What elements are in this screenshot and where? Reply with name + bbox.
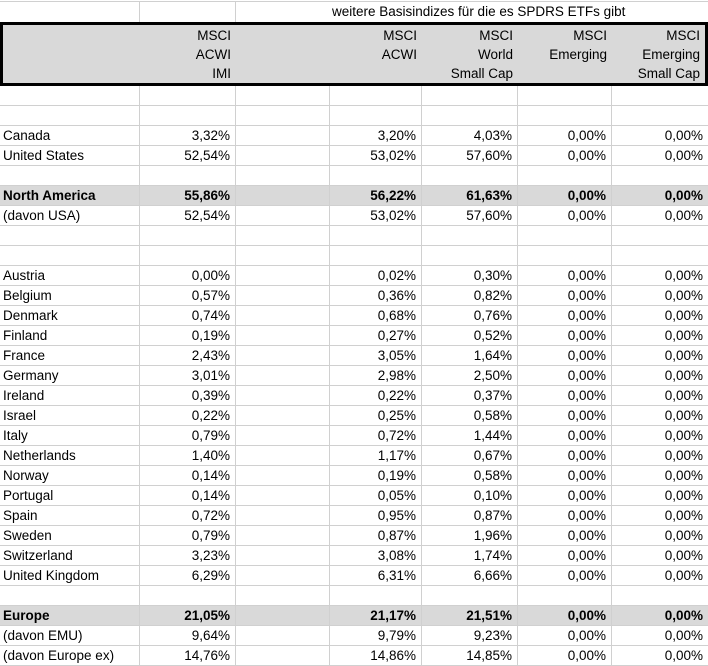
table-row [0,526,708,546]
spacer-cell[interactable] [236,86,330,105]
value-cell-msci-acwi-imi[interactable]: 21,05% [140,606,236,625]
value-cell-msci-world-small-cap[interactable]: 61,63% [422,186,518,205]
value-cell-msci-acwi[interactable]: 53,02% [330,206,422,225]
value-cell-msci-world-small-cap[interactable]: 1,96% [422,526,518,545]
row-label[interactable] [0,226,140,245]
table-row [0,386,708,406]
spacer-cell[interactable] [236,366,330,385]
row-label[interactable]: Germany [0,366,140,385]
value-cell-msci-acwi[interactable] [330,106,422,125]
row-label[interactable]: Denmark [0,306,140,325]
spacer-row [0,586,708,606]
header-line: Emerging [642,47,700,62]
value-cell-msci-emerging-small-cap[interactable]: 0,00% [664,148,703,163]
header-line: World [477,47,513,62]
header-spacer-cell[interactable] [236,25,330,83]
value-cell-msci-emerging[interactable]: 0,00% [518,326,612,345]
value-cell-msci-emerging[interactable]: 0,00% [518,186,612,205]
value-cell-msci-acwi-imi[interactable]: 3,23% [140,546,236,565]
value-cell-msci-emerging-small-cap[interactable]: 0,00% [664,428,703,443]
spacer-cell[interactable] [236,626,330,645]
value-cell-msci-emerging[interactable]: 0,00% [518,526,612,545]
value-cell-msci-acwi-imi[interactable]: 2,43% [140,346,236,365]
table-row [0,266,708,286]
value-cell-msci-acwi[interactable]: 9,79% [330,626,422,645]
value-cell-msci-emerging-small-cap[interactable]: 0,00% [664,488,703,503]
value-cell-msci-emerging[interactable] [518,586,612,605]
row-label[interactable]: Canada [0,126,140,145]
value-cell-msci-acwi[interactable]: 3,05% [330,346,422,365]
value-cell-msci-acwi[interactable]: 0,72% [330,426,422,445]
table-row [0,406,708,426]
row-label[interactable]: United States [0,146,140,165]
note-text[interactable]: weitere Basisindizes für die es SPDRS ETFs gibt [332,4,626,19]
value-cell-msci-acwi[interactable]: 14,86% [330,646,422,665]
value-cell-msci-acwi[interactable] [330,246,422,265]
value-cell-msci-emerging-small-cap[interactable]: 0,00% [664,268,703,283]
value-cell-msci-emerging[interactable]: 0,00% [518,606,612,625]
value-cell-msci-emerging-small-cap[interactable]: 0,00% [664,648,703,663]
value-cell-msci-world-small-cap[interactable]: 14,85% [422,646,518,665]
value-cell-msci-emerging[interactable] [518,166,612,185]
empty-cell[interactable] [140,2,236,22]
value-cell-msci-acwi-imi[interactable]: 55,86% [140,186,236,205]
value-cell-msci-world-small-cap[interactable]: 4,03% [422,126,518,145]
header-msci-acwi[interactable] [330,25,422,83]
value-cell-msci-emerging[interactable] [518,226,612,245]
value-cell-msci-acwi[interactable]: 3,20% [330,126,422,145]
table-row [0,206,708,226]
value-cell-msci-world-small-cap[interactable]: 21,51% [422,606,518,625]
value-cell-msci-acwi-imi[interactable]: 52,54% [140,146,236,165]
value-cell-msci-emerging-small-cap[interactable]: 0,00% [664,448,703,463]
table-row [0,486,708,506]
value-cell-msci-world-small-cap[interactable]: 0,52% [422,326,518,345]
value-cell-msci-acwi-imi[interactable]: 1,40% [140,446,236,465]
table-row [0,306,708,326]
value-cell-msci-emerging[interactable]: 0,00% [518,646,612,665]
table-row [0,566,708,586]
spacer-cell[interactable] [236,246,330,265]
value-cell-msci-world-small-cap[interactable]: 1,64% [422,346,518,365]
table-row [0,546,708,566]
value-cell-msci-emerging[interactable]: 0,00% [518,566,612,585]
value-cell-msci-acwi[interactable]: 0,27% [330,326,422,345]
header-msci-acwi-imi[interactable] [3,25,236,83]
spacer-cell[interactable] [236,426,330,445]
value-cell-msci-emerging-small-cap[interactable] [612,246,708,265]
table-row [0,126,708,146]
row-label[interactable]: France [0,346,140,365]
row-label[interactable]: (davon EMU) [0,626,140,645]
spacer-cell[interactable] [236,186,330,205]
header-msci-emerging-small-cap[interactable] [612,25,705,83]
value-cell-msci-emerging-small-cap[interactable] [612,226,708,245]
value-cell-msci-world-small-cap[interactable] [422,86,518,105]
value-cell-msci-world-small-cap[interactable]: 2,50% [422,366,518,385]
table-row [0,286,708,306]
value-cell-msci-emerging[interactable] [518,106,612,125]
spacer-cell[interactable] [236,286,330,305]
row-label[interactable]: Sweden [0,526,140,545]
value-cell-msci-emerging-small-cap[interactable]: 0,00% [664,348,703,363]
header-line: MSCI [197,28,231,43]
value-cell-msci-emerging[interactable]: 0,00% [518,466,612,485]
value-cell-msci-acwi-imi[interactable] [140,586,236,605]
row-label[interactable]: Spain [0,506,140,525]
value-cell-msci-emerging[interactable]: 0,00% [518,506,612,525]
row-label[interactable]: Finland [0,326,140,345]
value-cell-msci-emerging[interactable]: 0,00% [518,306,612,325]
value-cell-msci-emerging[interactable] [518,246,612,265]
value-cell-msci-acwi[interactable]: 0,05% [330,486,422,505]
row-label[interactable] [0,586,140,605]
value-cell-msci-emerging[interactable]: 0,00% [518,386,612,405]
row-label[interactable]: Norway [0,466,140,485]
value-cell-msci-world-small-cap[interactable] [422,226,518,245]
value-cell-msci-emerging[interactable]: 0,00% [518,366,612,385]
spacer-cell[interactable] [236,306,330,325]
value-cell-msci-acwi[interactable] [330,586,422,605]
value-cell-msci-acwi[interactable]: 0,95% [330,506,422,525]
spacer-cell[interactable] [236,146,330,165]
value-cell-msci-acwi[interactable]: 0,19% [330,466,422,485]
value-cell-msci-emerging[interactable]: 0,00% [518,426,612,445]
empty-cell[interactable] [0,2,140,22]
spacer-cell[interactable] [236,506,330,525]
value-cell-msci-world-small-cap[interactable]: 0,10% [422,486,518,505]
table-row [0,326,708,346]
value-cell-msci-acwi-imi[interactable] [140,106,236,125]
value-cell-msci-acwi[interactable]: 21,17% [330,606,422,625]
value-cell-msci-world-small-cap[interactable]: 0,58% [422,406,518,425]
value-cell-msci-emerging-small-cap[interactable]: 0,00% [664,508,703,523]
value-cell-msci-emerging-small-cap[interactable]: 0,00% [664,548,703,563]
value-cell-msci-acwi[interactable]: 0,36% [330,286,422,305]
value-cell-msci-acwi[interactable]: 53,02% [330,146,422,165]
spacer-cell[interactable] [236,646,330,665]
row-label[interactable]: Austria [0,266,140,285]
value-cell-msci-world-small-cap[interactable] [422,246,518,265]
header-line: Small Cap [450,66,513,81]
value-cell-msci-acwi[interactable]: 2,98% [330,366,422,385]
header-line: IMI [212,66,231,81]
value-cell-msci-acwi-imi[interactable]: 0,79% [140,526,236,545]
value-cell-msci-emerging[interactable]: 0,00% [518,286,612,305]
row-label[interactable] [0,246,140,265]
spacer-cell[interactable] [236,166,330,185]
value-cell-msci-emerging-small-cap[interactable]: 0,00% [664,568,703,583]
value-cell-msci-emerging[interactable]: 0,00% [518,406,612,425]
value-cell-msci-emerging[interactable]: 0,00% [518,266,612,285]
value-cell-msci-acwi[interactable] [330,226,422,245]
value-cell-msci-acwi[interactable]: 0,02% [330,266,422,285]
table-row [0,366,708,386]
value-cell-msci-emerging-small-cap[interactable]: 0,00% [664,308,703,323]
value-cell-msci-emerging-small-cap[interactable]: 0,00% [664,128,703,143]
table-row [0,346,708,366]
value-cell-msci-world-small-cap[interactable]: 57,60% [422,206,518,225]
spacer-cell[interactable] [236,566,330,585]
value-cell-msci-world-small-cap[interactable]: 0,58% [422,466,518,485]
row-label[interactable]: United Kingdom [0,566,140,585]
value-cell-msci-acwi-imi[interactable]: 0,74% [140,306,236,325]
value-cell-msci-world-small-cap[interactable]: 0,30% [422,266,518,285]
value-cell-msci-world-small-cap[interactable]: 57,60% [422,146,518,165]
row-label[interactable]: (davon Europe ex) [0,646,140,665]
value-cell-msci-world-small-cap[interactable] [422,106,518,125]
value-cell-msci-acwi-imi[interactable]: 0,79% [140,426,236,445]
value-cell-msci-world-small-cap[interactable]: 0,87% [422,506,518,525]
value-cell-msci-world-small-cap[interactable]: 9,23% [422,626,518,645]
value-cell-msci-emerging[interactable]: 0,00% [518,546,612,565]
value-cell-msci-emerging-small-cap[interactable]: 0,00% [664,328,703,343]
spacer-cell[interactable] [236,326,330,345]
value-cell-msci-acwi-imi[interactable]: 9,64% [140,626,236,645]
row-label[interactable]: Europe [0,606,140,625]
value-cell-msci-emerging-small-cap[interactable]: 0,00% [664,188,703,203]
value-cell-msci-emerging-small-cap[interactable]: 0,00% [664,468,703,483]
header-line: ACWI [381,47,417,62]
value-cell-msci-acwi[interactable] [330,166,422,185]
value-cell-msci-emerging[interactable]: 0,00% [518,126,612,145]
value-cell-msci-world-small-cap[interactable]: 0,82% [422,286,518,305]
table-row [0,446,708,466]
spacer-row [0,86,708,106]
row-label[interactable]: Belgium [0,286,140,305]
subtotal-row [0,606,708,626]
header-line: MSCI [479,28,513,43]
value-cell-msci-acwi-imi[interactable]: 6,29% [140,566,236,585]
value-cell-msci-emerging[interactable]: 0,00% [518,146,612,165]
value-cell-msci-emerging[interactable] [518,86,612,105]
table-row [0,146,708,166]
value-cell-msci-emerging[interactable]: 0,00% [518,346,612,365]
row-label[interactable]: Switzerland [0,546,140,565]
row-label[interactable]: Israel [0,406,140,425]
value-cell-msci-acwi-imi[interactable] [140,246,236,265]
value-cell-msci-world-small-cap[interactable]: 0,76% [422,306,518,325]
value-cell-msci-emerging-small-cap[interactable]: 0,00% [664,528,703,543]
value-cell-msci-emerging[interactable]: 0,00% [518,206,612,225]
row-label[interactable]: (davon USA) [0,206,140,225]
value-cell-msci-acwi[interactable] [330,86,422,105]
row-label[interactable]: Ireland [0,386,140,405]
value-cell-msci-acwi[interactable]: 0,87% [330,526,422,545]
value-cell-msci-world-small-cap[interactable] [422,166,518,185]
subtotal-row [0,186,708,206]
table-row [0,466,708,486]
row-label[interactable]: Italy [0,426,140,445]
spacer-cell[interactable] [236,446,330,465]
value-cell-msci-acwi-imi[interactable]: 0,00% [140,266,236,285]
spacer-cell[interactable] [236,206,330,225]
spacer-cell[interactable] [236,386,330,405]
header-line: ACWI [195,47,231,62]
value-cell-msci-acwi-imi[interactable]: 0,22% [140,406,236,425]
header-line: Small Cap [637,66,700,81]
spacer-cell[interactable] [236,226,330,245]
value-cell-msci-acwi[interactable]: 6,31% [330,566,422,585]
value-cell-msci-world-small-cap[interactable]: 6,66% [422,566,518,585]
header-line: Emerging [549,47,607,62]
value-cell-msci-world-small-cap[interactable]: 1,74% [422,546,518,565]
value-cell-msci-acwi-imi[interactable]: 0,19% [140,326,236,345]
spacer-cell[interactable] [236,486,330,505]
value-cell-msci-acwi[interactable]: 0,68% [330,306,422,325]
spacer-cell[interactable] [236,466,330,485]
value-cell-msci-world-small-cap[interactable] [422,586,518,605]
value-cell-msci-acwi[interactable]: 56,22% [330,186,422,205]
table-row [0,426,708,446]
value-cell-msci-emerging-small-cap[interactable]: 0,00% [664,608,703,623]
spacer-row [0,246,708,266]
value-cell-msci-acwi-imi[interactable] [140,166,236,185]
row-label[interactable]: Portugal [0,486,140,505]
value-cell-msci-emerging[interactable]: 0,00% [518,446,612,465]
value-cell-msci-emerging-small-cap[interactable] [612,166,708,185]
row-label[interactable] [0,106,140,125]
value-cell-msci-emerging[interactable]: 0,00% [518,486,612,505]
value-cell-msci-acwi-imi[interactable]: 52,54% [140,206,236,225]
value-cell-msci-acwi-imi[interactable]: 0,14% [140,466,236,485]
value-cell-msci-acwi[interactable]: 1,17% [330,446,422,465]
value-cell-msci-emerging[interactable]: 0,00% [518,626,612,645]
header-line: MSCI [573,28,607,43]
value-cell-msci-acwi-imi[interactable]: 3,32% [140,126,236,145]
value-cell-msci-acwi-imi[interactable] [140,86,236,105]
table-row [0,646,708,666]
header-msci-world-small-cap[interactable] [422,25,518,83]
spacer-cell[interactable] [236,346,330,365]
value-cell-msci-emerging-small-cap[interactable] [612,586,708,605]
value-cell-msci-world-small-cap[interactable]: 1,44% [422,426,518,445]
note-row [0,2,708,22]
value-cell-msci-acwi[interactable]: 0,25% [330,406,422,425]
value-cell-msci-emerging-small-cap[interactable]: 0,00% [664,368,703,383]
spacer-cell[interactable] [236,126,330,145]
value-cell-msci-acwi[interactable]: 0,22% [330,386,422,405]
value-cell-msci-world-small-cap[interactable]: 0,37% [422,386,518,405]
spacer-cell[interactable] [236,406,330,425]
value-cell-msci-world-small-cap[interactable]: 0,67% [422,446,518,465]
value-cell-msci-emerging-small-cap[interactable]: 0,00% [664,628,703,643]
spacer-row [0,226,708,246]
value-cell-msci-acwi-imi[interactable]: 0,14% [140,486,236,505]
row-label[interactable]: North America [0,186,140,205]
spacer-cell[interactable] [236,106,330,125]
row-label[interactable]: Netherlands [0,446,140,465]
spacer-cell[interactable] [236,266,330,285]
spacer-cell[interactable] [236,606,330,625]
header-line: MSCI [383,28,417,43]
header-line: MSCI [666,28,700,43]
spacer-cell[interactable] [236,586,330,605]
value-cell-msci-acwi-imi[interactable]: 3,01% [140,366,236,385]
table-row [0,626,708,646]
value-cell-msci-emerging-small-cap[interactable]: 0,00% [664,288,703,303]
value-cell-msci-acwi-imi[interactable]: 14,76% [140,646,236,665]
value-cell-msci-acwi-imi[interactable]: 0,39% [140,386,236,405]
value-cell-msci-emerging-small-cap[interactable] [612,106,708,125]
value-cell-msci-acwi-imi[interactable] [140,226,236,245]
spacer-cell[interactable] [236,546,330,565]
header-row [0,22,708,86]
table-row [0,506,708,526]
value-cell-msci-emerging-small-cap[interactable]: 0,00% [664,208,703,223]
value-cell-msci-emerging-small-cap[interactable]: 0,00% [664,388,703,403]
value-cell-msci-emerging-small-cap[interactable] [612,86,708,105]
spacer-cell[interactable] [236,526,330,545]
spacer-row [0,106,708,126]
value-cell-msci-acwi-imi[interactable]: 0,72% [140,506,236,525]
spacer-row [0,166,708,186]
table-body [0,86,708,666]
value-cell-msci-acwi-imi[interactable]: 0,57% [140,286,236,305]
row-label[interactable] [0,166,140,185]
value-cell-msci-acwi[interactable]: 3,08% [330,546,422,565]
row-label[interactable] [0,86,140,105]
value-cell-msci-emerging-small-cap[interactable]: 0,00% [664,408,703,423]
header-msci-emerging[interactable] [518,25,612,83]
